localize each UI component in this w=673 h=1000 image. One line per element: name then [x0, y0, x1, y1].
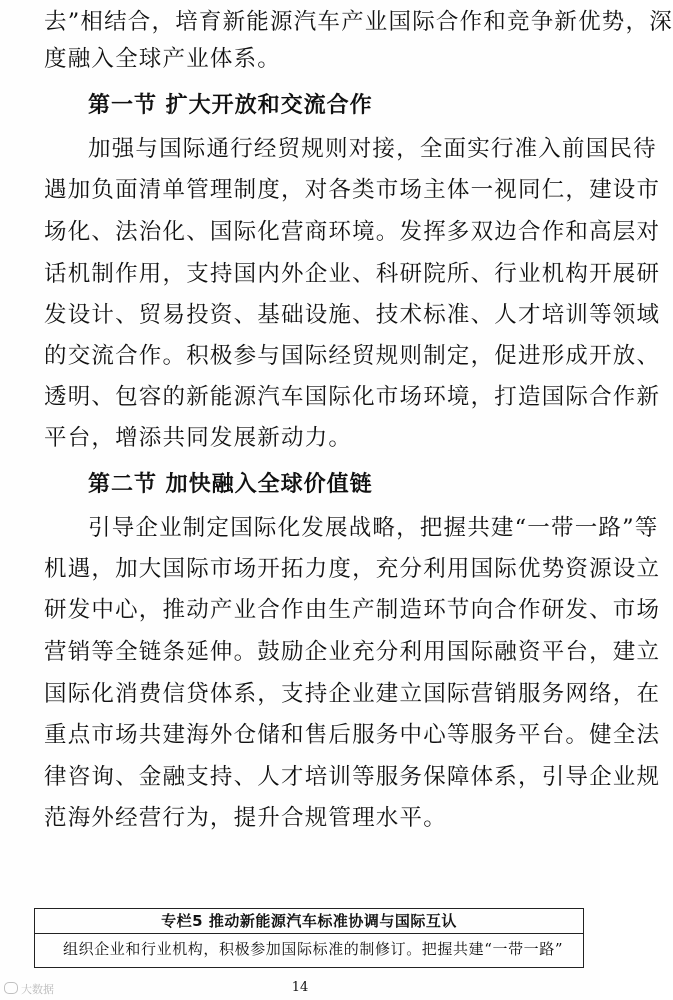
paragraph-line: 范海外经营行为，提升合规管理水平。 [44, 805, 447, 831]
paragraph-line: 的交流合作。积极参与国际经贸规则制定，促进形成开放、 [44, 343, 661, 369]
feature-box-text: 组织企业和行业机构，积极参加国际标准的制修订。把握共建“一带一路” [63, 940, 564, 958]
page-number: 14 [291, 980, 309, 995]
section-heading: 第二节 加快融入全球价值链 [88, 471, 373, 497]
watermark [4, 982, 54, 997]
paragraph-line: 遇加负面清单管理制度，对各类市场主体一视同仁，建设市 [44, 177, 661, 203]
watermark-logo-icon [4, 982, 18, 994]
section-heading: 第一节 扩大开放和交流合作 [88, 92, 373, 118]
paragraph-line: 透明、包容的新能源汽车国际化市场环境，打造国际合作新 [44, 384, 661, 410]
paragraph-line: 场化、法治化、国际化营商环境。发挥多双边合作和高层对 [44, 219, 661, 245]
paragraph-line: 国际化消费信贷体系，支持企业建立国际营销服务网络，在 [44, 681, 661, 707]
paragraph-line: 话机制作用，支持国内外企业、科研院所、行业机构开展研 [44, 261, 661, 287]
watermark-text: 大数据 [21, 983, 54, 996]
paragraph-line: 平台，增添共同发展新动力。 [44, 425, 353, 451]
feature-box [34, 908, 584, 968]
paragraph-line: 去”相结合，培育新能源汽车产业国际合作和竞争新优势，深 [44, 9, 673, 35]
paragraph-line: 引导企业制定国际化发展战略，把握共建“一带一路”等 [88, 515, 659, 541]
paragraph-line: 营销等全链条延伸。鼓励企业充分利用国际融资平台，建立 [44, 639, 661, 665]
paragraph-line: 机遇，加大国际市场开拓力度，充分利用国际优势资源设立 [44, 556, 661, 582]
paragraph-line: 律咨询、金融支持、人才培训等服务保障体系，引导企业规 [44, 764, 661, 790]
paragraph-line: 研发中心，推动产业合作由生产制造环节向合作研发、市场 [44, 597, 661, 623]
paragraph-line: 发设计、贸易投资、基础设施、技术标准、人才培训等领域 [44, 302, 661, 328]
paragraph-line: 加强与国际通行经贸规则对接，全面实行准入前国民待 [88, 136, 657, 162]
paragraph-line: 度融入全球产业体系。 [44, 46, 282, 72]
feature-box-title: 专栏5 推动新能源汽车标准协调与国际互认 [35, 909, 583, 934]
paragraph-line: 重点市场共建海外仓储和售后服务中心等服务平台。健全法 [44, 722, 661, 748]
